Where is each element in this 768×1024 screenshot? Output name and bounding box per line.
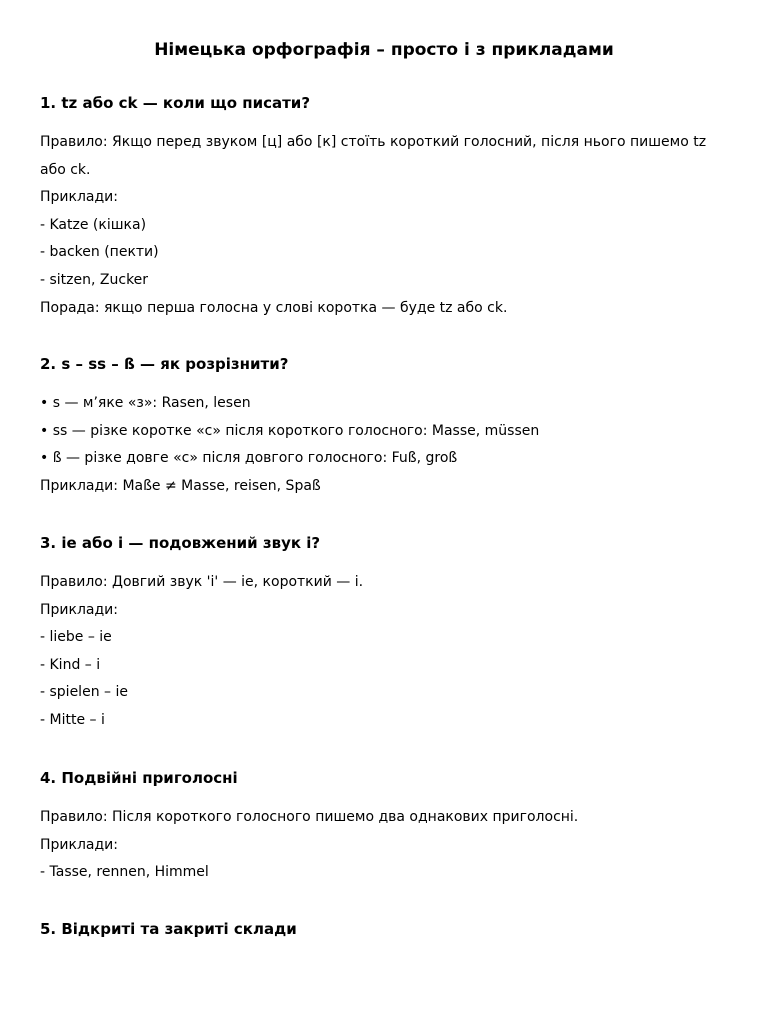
example-line: - Tasse, rennen, Himmel [40,864,209,881]
bullet-line: • ss — різке коротке «с» після короткого голосного: Masse, müssen [40,422,540,439]
example-line: - sitzen, Zucker [40,271,149,288]
tip-line: Порада: якщо перша голосна у слові коротка — буде tz або ck. [40,299,508,316]
rule-line: Правило: Після короткого голосного пишемо два однакових приголосні. [40,809,579,825]
bullet-line: • s — м’яке «з»: Rasen, lesen [40,395,251,411]
section-heading: 3. ie або i — подовжений звук i? [40,534,321,552]
section-ie-i [40,532,740,735]
section-body [40,129,740,322]
rule-line: Правило: Довгий звук 'i' — ie, короткий — i. [40,574,364,590]
section-heading: 4. Подвійні приголосні [40,769,238,787]
rule-line: Правило: Якщо перед звуком [ц] або [к] стоїть короткий голосний, після нього пишемо tz [40,134,707,150]
example-line: - spielen – ie [40,684,128,701]
example-line: - Mitte – i [40,711,105,728]
examples-line: Приклади: Maße ≠ Masse, reisen, Spaß [40,477,321,494]
example-line: - Kind – i [40,656,101,673]
document-title: Німецька орфографія – просто і з прикладами [154,40,614,60]
examples-label: Приклади: [40,836,118,853]
section-body [40,569,740,735]
section-s-ss-eszett [40,353,740,500]
section-heading: 1. tz або ck — коли що писати? [40,94,311,112]
section-heading: 2. s – ss – ß — як розрізнити? [40,355,289,373]
section-body [40,804,740,887]
example-line: - Katze (кішка) [40,216,147,233]
example-line: - liebe – ie [40,629,112,646]
section-open-closed-syllables [40,918,740,940]
examples-label: Приклади: [40,601,118,618]
rule-line-continued: або ck. [40,161,91,178]
example-line: - backen (пекти) [40,244,159,261]
examples-label: Приклади: [40,189,118,206]
section-heading: 5. Відкриті та закриті склади [40,920,297,938]
bullet-line: • ß — різке довге «с» після довгого голосного: Fuß, groß [40,450,458,467]
section-body [40,390,740,500]
section-double-consonants [40,767,740,887]
section-tz-ck [40,92,740,322]
